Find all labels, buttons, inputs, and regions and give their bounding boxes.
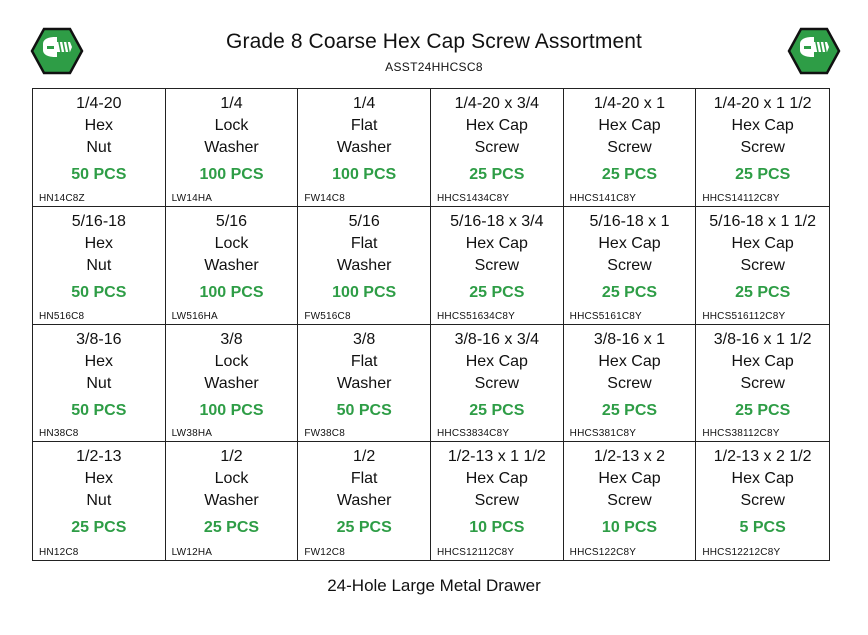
compartment-subtype: Screw xyxy=(740,256,785,274)
compartment-type: Hex Cap xyxy=(465,470,528,488)
compartment-part-number: LW38HA xyxy=(171,428,213,440)
compartment-type: Hex Cap xyxy=(731,117,794,134)
compartment-size: 5/16-18 x 3/4 xyxy=(450,212,544,230)
compartment-size: 1/4-20 x 1 1/2 xyxy=(713,95,812,112)
compartment-size: 1/2 xyxy=(220,448,243,466)
compartment-size: 3/8-16 x 3/4 xyxy=(454,330,540,348)
compartment-quantity: 25 PCS xyxy=(203,519,260,537)
compartment-quantity: 100 PCS xyxy=(332,283,397,301)
compartment-size: 1/2-13 x 2 1/2 xyxy=(713,448,812,466)
drawer-compartment xyxy=(166,207,299,325)
compartment-type: Hex xyxy=(84,117,114,134)
compartment-subtype: Screw xyxy=(607,139,652,156)
compartment-subtype: Washer xyxy=(336,492,392,510)
compartment-quantity: 10 PCS xyxy=(601,519,658,537)
drawer-compartment xyxy=(33,207,166,325)
compartment-size: 3/8 xyxy=(220,330,243,348)
compartment-subtype: Screw xyxy=(740,492,785,510)
drawer-compartment xyxy=(166,89,299,207)
drawer-compartment xyxy=(33,325,166,443)
compartment-quantity: 100 PCS xyxy=(199,166,264,183)
compartment-size: 1/4-20 x 3/4 xyxy=(454,95,540,112)
compartment-type: Hex Cap xyxy=(465,234,528,252)
compartment-type: Hex Cap xyxy=(731,470,794,488)
compartment-quantity: 50 PCS xyxy=(71,283,127,301)
compartment-size: 1/4-20 x 1 xyxy=(593,95,666,112)
compartment-size: 1/4 xyxy=(220,95,243,112)
compartment-part-number: HHCS12112C8Y xyxy=(437,547,515,558)
drawer-compartment xyxy=(696,442,829,560)
compartment-subtype: Screw xyxy=(474,256,520,274)
compartment-size: 1/2-13 x 2 xyxy=(593,448,666,466)
drawer-compartment xyxy=(696,89,829,207)
compartment-subtype: Washer xyxy=(336,139,392,156)
compartment-type: Flat xyxy=(350,470,378,488)
compartment-part-number: LW14HA xyxy=(171,192,213,204)
compartment-quantity: 25 PCS xyxy=(601,283,658,301)
compartment-quantity: 25 PCS xyxy=(601,401,658,419)
compartment-type: Lock xyxy=(214,234,249,252)
compartment-part-number: HHCS5161C8Y xyxy=(569,310,642,322)
drawer-compartment xyxy=(166,442,299,560)
compartment-quantity: 25 PCS xyxy=(735,166,791,183)
compartment-part-number: HHCS141C8Y xyxy=(569,192,637,204)
compartment-quantity: 25 PCS xyxy=(735,283,791,301)
compartment-size: 1/2 xyxy=(353,448,376,466)
compartment-quantity: 10 PCS xyxy=(469,519,525,537)
compartment-size: 3/8 xyxy=(353,330,376,348)
compartment-subtype: Screw xyxy=(607,256,652,274)
compartment-part-number: LW516HA xyxy=(171,310,218,322)
compartment-type: Flat xyxy=(350,234,378,252)
compartment-quantity: 50 PCS xyxy=(71,166,127,183)
compartment-size: 1/4 xyxy=(353,95,376,112)
compartment-part-number: HHCS12212C8Y xyxy=(702,547,781,558)
compartment-subtype: Screw xyxy=(474,492,520,510)
compartment-size: 1/2-13 x 1 1/2 xyxy=(447,448,546,466)
compartment-quantity: 50 PCS xyxy=(71,401,127,419)
compartment-subtype: Screw xyxy=(607,492,652,510)
compartment-subtype: Screw xyxy=(740,374,785,392)
compartment-part-number: HHCS122C8Y xyxy=(569,547,637,558)
compartment-quantity: 50 PCS xyxy=(336,401,392,419)
compartment-type: Flat xyxy=(350,117,378,134)
compartment-type: Hex xyxy=(84,470,114,488)
compartment-subtype: Nut xyxy=(86,492,112,510)
compartment-quantity: 100 PCS xyxy=(332,166,397,183)
drawer-compartment xyxy=(696,207,829,325)
compartment-size: 5/16-18 xyxy=(71,212,126,230)
compartment-subtype: Washer xyxy=(336,256,392,274)
compartment-quantity: 25 PCS xyxy=(735,401,791,419)
compartment-quantity: 25 PCS xyxy=(71,519,127,537)
drawer-compartment xyxy=(298,207,431,325)
compartment-quantity: 25 PCS xyxy=(469,166,525,183)
compartment-quantity: 25 PCS xyxy=(469,401,525,419)
drawer-compartment xyxy=(431,325,564,443)
drawer-compartment xyxy=(696,325,829,443)
drawer-compartment xyxy=(33,89,166,207)
footer-caption: 24-Hole Large Metal Drawer xyxy=(327,576,541,595)
compartment-type: Hex Cap xyxy=(731,234,794,252)
compartment-type: Hex Cap xyxy=(465,117,528,134)
compartment-quantity: 100 PCS xyxy=(199,401,264,419)
compartment-part-number: FW516C8 xyxy=(304,310,351,322)
compartment-subtype: Nut xyxy=(86,256,112,274)
compartment-subtype: Nut xyxy=(86,374,112,392)
compartment-size: 5/16 xyxy=(348,212,380,230)
drawer-compartment xyxy=(431,89,564,207)
compartment-quantity: 25 PCS xyxy=(469,283,525,301)
compartment-type: Hex Cap xyxy=(731,352,794,370)
compartment-part-number: HHCS1434C8Y xyxy=(437,192,510,204)
compartment-part-number: HHCS516112C8Y xyxy=(702,310,786,322)
compartment-quantity: 25 PCS xyxy=(601,166,658,183)
compartment-type: Lock xyxy=(214,470,249,488)
compartment-subtype: Screw xyxy=(740,139,785,156)
drawer-compartment xyxy=(431,442,564,560)
compartment-subtype: Washer xyxy=(336,374,392,392)
drawer-compartment xyxy=(298,325,431,443)
compartment-type: Hex Cap xyxy=(598,470,661,488)
compartment-size: 1/2-13 xyxy=(76,448,122,466)
compartment-size: 3/8-16 x 1 xyxy=(593,330,666,348)
compartment-quantity: 25 PCS xyxy=(336,519,392,537)
page-title: Grade 8 Coarse Hex Cap Screw Assortment xyxy=(226,30,642,53)
compartment-part-number: FW14C8 xyxy=(304,192,345,204)
compartment-type: Hex Cap xyxy=(598,352,661,370)
compartment-quantity: 100 PCS xyxy=(199,283,264,301)
compartment-part-number: HHCS38112C8Y xyxy=(702,428,780,440)
drawer-compartment xyxy=(564,325,697,443)
assortment-code: ASST24HHCSC8 xyxy=(385,60,483,74)
drawer-compartment xyxy=(431,207,564,325)
compartment-subtype: Washer xyxy=(204,139,259,156)
compartment-size: 5/16 xyxy=(215,212,248,230)
compartment-type: Hex Cap xyxy=(598,234,661,252)
compartment-part-number: HN516C8 xyxy=(39,310,85,322)
compartment-part-number: FW12C8 xyxy=(304,547,345,558)
compartment-size: 3/8-16 xyxy=(76,330,122,348)
drawer-compartment xyxy=(33,442,166,560)
drawer-compartment xyxy=(564,207,697,325)
compartment-subtype: Screw xyxy=(474,374,520,392)
compartment-type: Hex Cap xyxy=(465,352,528,370)
compartment-type: Lock xyxy=(214,352,249,370)
compartment-size: 5/16-18 x 1 1/2 xyxy=(709,212,817,230)
compartment-part-number: HHCS3834C8Y xyxy=(437,428,510,440)
compartment-size: 1/4-20 xyxy=(76,95,122,112)
drawer-grid xyxy=(32,88,830,561)
compartment-size: 5/16-18 x 1 xyxy=(589,212,670,230)
drawer-compartment xyxy=(298,442,431,560)
compartment-subtype: Washer xyxy=(204,492,259,510)
compartment-subtype: Nut xyxy=(86,139,112,156)
compartment-type: Hex Cap xyxy=(598,117,661,134)
drawer-compartment xyxy=(564,442,697,560)
compartment-part-number: HHCS14112C8Y xyxy=(702,192,780,204)
compartment-subtype: Screw xyxy=(607,374,652,392)
compartment-type: Hex xyxy=(84,234,114,252)
compartment-part-number: HHCS381C8Y xyxy=(569,428,637,440)
compartment-subtype: Washer xyxy=(204,256,259,274)
drawer-compartment xyxy=(564,89,697,207)
compartment-part-number: HN14C8Z xyxy=(39,192,85,204)
compartment-subtype: Screw xyxy=(474,139,520,156)
compartment-quantity: 5 PCS xyxy=(739,519,786,537)
compartment-part-number: HHCS51634C8Y xyxy=(437,310,515,322)
compartment-type: Hex xyxy=(84,352,114,370)
compartment-part-number: FW38C8 xyxy=(304,428,345,440)
compartment-part-number: HN12C8 xyxy=(39,547,79,558)
compartment-subtype: Washer xyxy=(204,374,259,392)
drawer-compartment xyxy=(298,89,431,207)
compartment-type: Lock xyxy=(214,117,249,134)
compartment-size: 3/8-16 x 1 1/2 xyxy=(713,330,812,348)
drawer-compartment xyxy=(166,325,299,443)
compartment-part-number: LW12HA xyxy=(171,547,213,558)
compartment-part-number: HN38C8 xyxy=(39,428,79,440)
compartment-type: Flat xyxy=(350,352,378,370)
